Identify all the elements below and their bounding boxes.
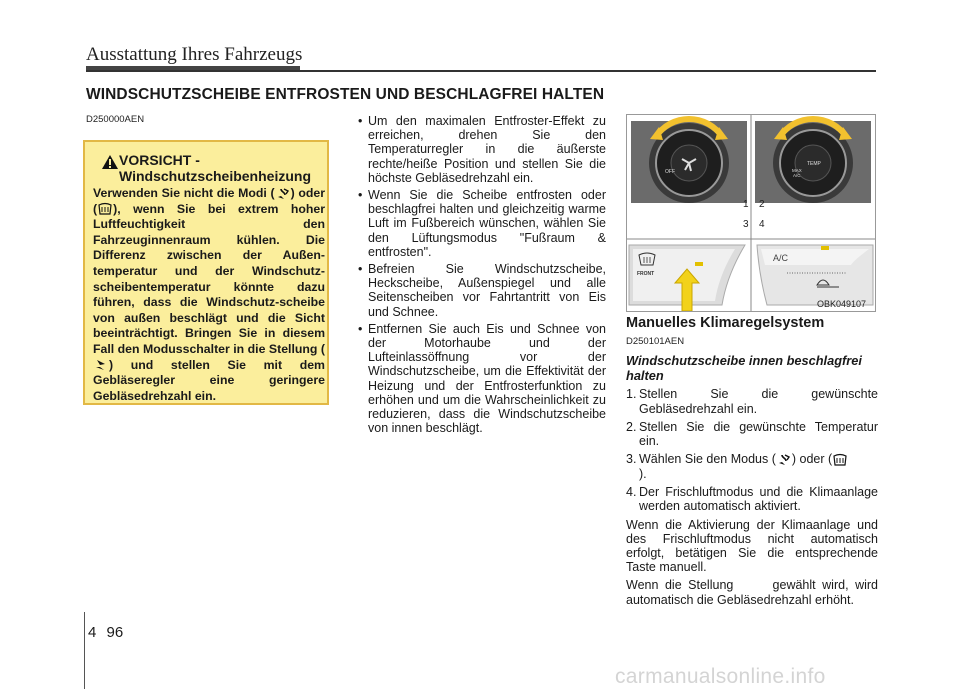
fan-speed-knob (631, 119, 747, 203)
defrost-icon (832, 453, 848, 467)
list-item (626, 452, 878, 481)
step-text: Der Frischluftmodus und die Klimaanlage werden automatisch aktiviert. (639, 485, 878, 514)
off-label: OFF (665, 169, 675, 175)
running-header: Ausstattung Ihres Fahrzeugs (86, 44, 303, 65)
manual-subtitle: Windschutzscheibe innen beschlagfrei halten (626, 353, 862, 384)
defrost-floor-mode-icon (776, 453, 792, 467)
manual-climate-section (626, 315, 882, 611)
caution-title: VORSICHT - (119, 152, 200, 168)
caution-text-3: ), wenn Sie bei extrem hoher Luftfeuchtigkeit den Fahrzeuginnenraum kühlen. Die Differenz zwischen der Außen-temperatur und der Windschutz-scheibentemperatur könnte dazu führen, dass die Windschutz-scheibe von außen beschlägt und die Sicht beeinträchtigt. Bringen Sie in diesem Fall den Modusschalter in die Stellung ( (93, 201, 325, 356)
step-text: ) oder ( (791, 452, 833, 467)
list-item: • Entfernen Sie auch Eis und Schnee von der Motorhaube und der Lufteinlassöffnung vor der Windschutzscheibe, um die Effektivität der Heizung und der Entfrosterfunktion zu erhöhen und um die Wahrscheinlichkeit zu reduzieren, dass die Windschutzscheibe von innen beschlägt. (356, 322, 606, 436)
max-label: MAX (792, 168, 802, 173)
manual-title: Manuelles Klimaregelsystem (626, 315, 825, 331)
caution-box (83, 140, 329, 405)
bullet-column (356, 114, 606, 438)
page-index: 96 (106, 624, 124, 641)
step-text: Stellen Sie die gewünschte Gebläsedrehzahl ein. (639, 387, 878, 416)
caution-body (93, 186, 325, 404)
step-text: Stellen Sie die gewünschte Temperatur ein. (639, 419, 878, 449)
step-number: 3. (626, 452, 637, 467)
section-title: WINDSCHUTZSCHEIBE ENTFROSTEN UND BESCHLAGFREI HALTEN (86, 86, 605, 103)
step-number: 4. (626, 485, 637, 500)
page-number (88, 624, 123, 641)
caution-subtitle: Windschutzscheibenheizung (119, 168, 311, 184)
figure-label-4: 4 (759, 219, 765, 230)
ac-small-label: A/C (793, 173, 801, 178)
caution-text-2: ) oder ( (93, 186, 325, 216)
step-number: 2. (626, 419, 637, 434)
floor-mode-icon (93, 358, 109, 372)
figure-label-2: 2 (759, 199, 765, 210)
manual-code: D250101AEN (626, 336, 685, 348)
figure-label-1: 1 (743, 199, 749, 210)
step-text: Wählen Sie den Modus ( (639, 452, 776, 467)
front-label: FRONT (637, 271, 655, 277)
temp-label: TEMP (807, 161, 821, 167)
list-item: • Befreien Sie Windschutzscheibe, Heckscheibe, Außenspiegel und alle Seitenscheiben vor Fahrtantritt von Eis und Schnee. (356, 262, 606, 319)
caution-heading (99, 152, 319, 184)
figure-illustration (627, 115, 875, 311)
list-item (626, 420, 878, 448)
list-item: • Wenn Sie die Scheibe entfrosten oder beschlagfrei halten und gleichzeitig warme Luft im Fußbereich wünschen, wählen Sie den Lüftungsmodus "Fußraum & entfrosten". (356, 188, 606, 259)
watermark: carmanualsonline.info (615, 665, 826, 688)
ac-label: A/C (773, 253, 789, 263)
caution-text-1: Verwenden Sie nicht die Modi ( (93, 186, 275, 200)
step-text: ). (639, 466, 647, 481)
section-code: D250000AEN (86, 114, 145, 125)
list-item (626, 387, 878, 415)
defrost-floor-mode-icon (275, 187, 291, 201)
step-number: 1. (626, 387, 637, 402)
paragraph: Wenn die Stellung gewählt wird, wird automatisch die Gebläsedrehzahl erhöht. (626, 578, 882, 607)
paragraph: Wenn die Aktivierung der Klimaanlage und des Frischluftmodus nicht automatisch erfolgt, betätigen Sie die entsprechende Taste manuell. (626, 517, 878, 575)
figure-code: OBK049107 (817, 299, 867, 309)
figure-label-3: 3 (743, 219, 749, 230)
climate-control-figure (626, 114, 876, 312)
chapter-number: 4 (88, 624, 97, 641)
footer-rule (84, 612, 85, 689)
list-item: • Um den maximalen Entfroster-Effekt zu erreichen, drehen Sie den Temperaturregler in die äußerste rechte/heiße Position und stellen Sie die höchste Gebläsedrehzahl ein. (356, 114, 606, 185)
defrost-icon (97, 202, 113, 216)
caution-text-4: ) und stellen Sie mit dem Gebläseregler eine geringere Gebläsedrehzahl ein. (93, 357, 325, 403)
list-item (626, 485, 878, 513)
header-rule (86, 70, 876, 72)
